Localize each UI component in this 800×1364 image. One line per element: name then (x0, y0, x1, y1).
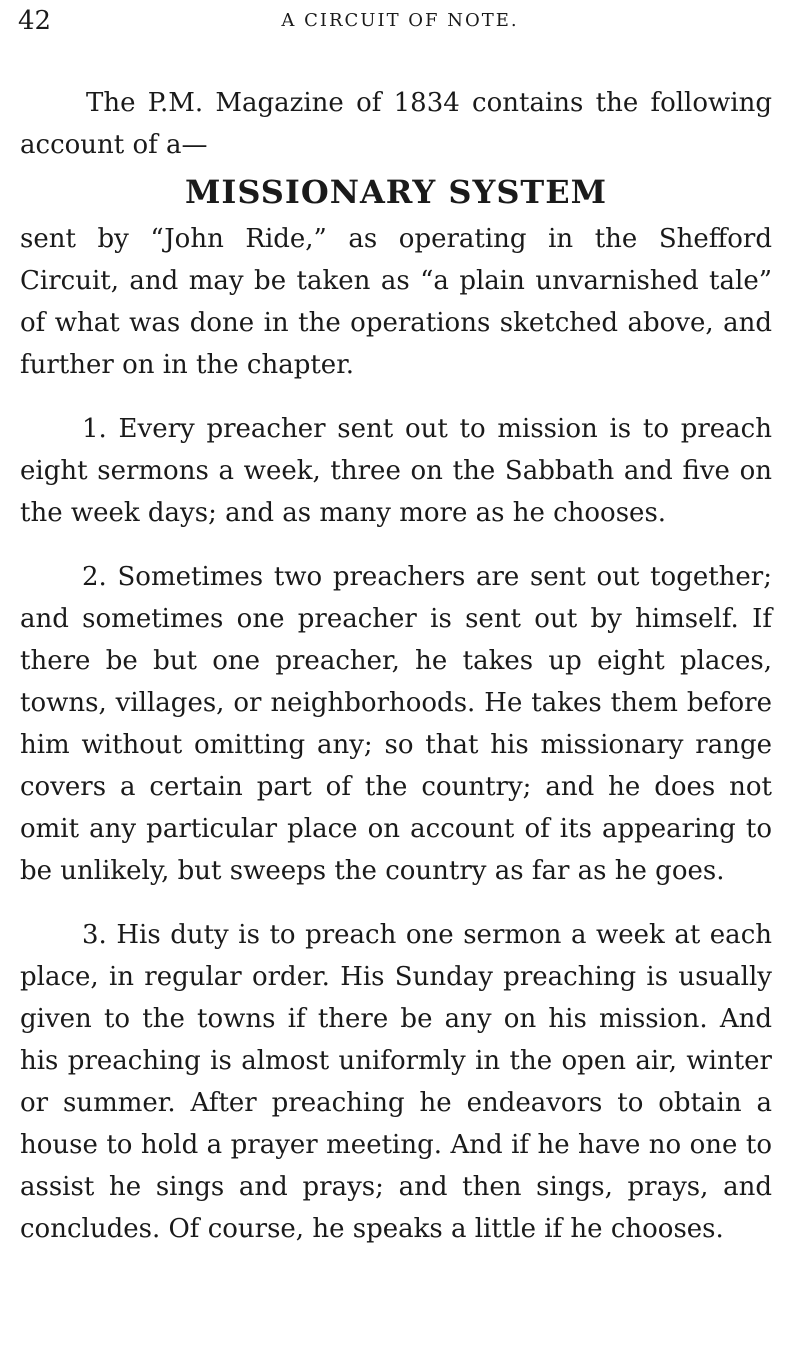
intro-paragraph: The P.M. Magazine of 1834 contains the following account of a— (20, 88, 772, 160)
lead-paragraph: sent by “John Ride,” as operating in the Shefford Circuit, and may be taken as “a plain unvarnished tale” of what was done in the operations sketched above, and further on in the chapter. (20, 224, 772, 380)
running-head: A CIRCUIT OF NOTE. (281, 10, 519, 31)
section-heading: MISSIONARY SYSTEM (184, 173, 608, 211)
numbered-paragraph-3: 3. His duty is to preach one sermon a week at each place, in regular order. His Sunday preaching is usually given to the towns if there be any on his mission. And his preaching is almost uniformly in the open air, winter or summer. After preaching he endeavors to obtain a house to hold a prayer meeting. And if he have no one to assist he sings and prays; and then sings, prays, and concludes. Of course, he speaks a little if he chooses. (20, 920, 772, 1244)
numbered-paragraph-1: 1. Every preacher sent out to mission is to preach eight sermons a week, three on the Sabbath and five on the week days; and as many more as he chooses. (20, 414, 772, 528)
numbered-paragraph-2: 2. Sometimes two preachers are sent out together; and sometimes one preacher is sent out by himself. If there be but one preacher, he takes up eight places, towns, villages, or neighborhoods. He takes them before him without omitting any; so that his missionary range covers a certain part of the country; and he does not omit any particular place on account of its appearing to be unlikely, but sweeps the country as far as he goes. (20, 562, 772, 886)
page-header (0, 0, 800, 44)
page-number: 42 (18, 6, 52, 36)
page-body (20, 82, 772, 1250)
